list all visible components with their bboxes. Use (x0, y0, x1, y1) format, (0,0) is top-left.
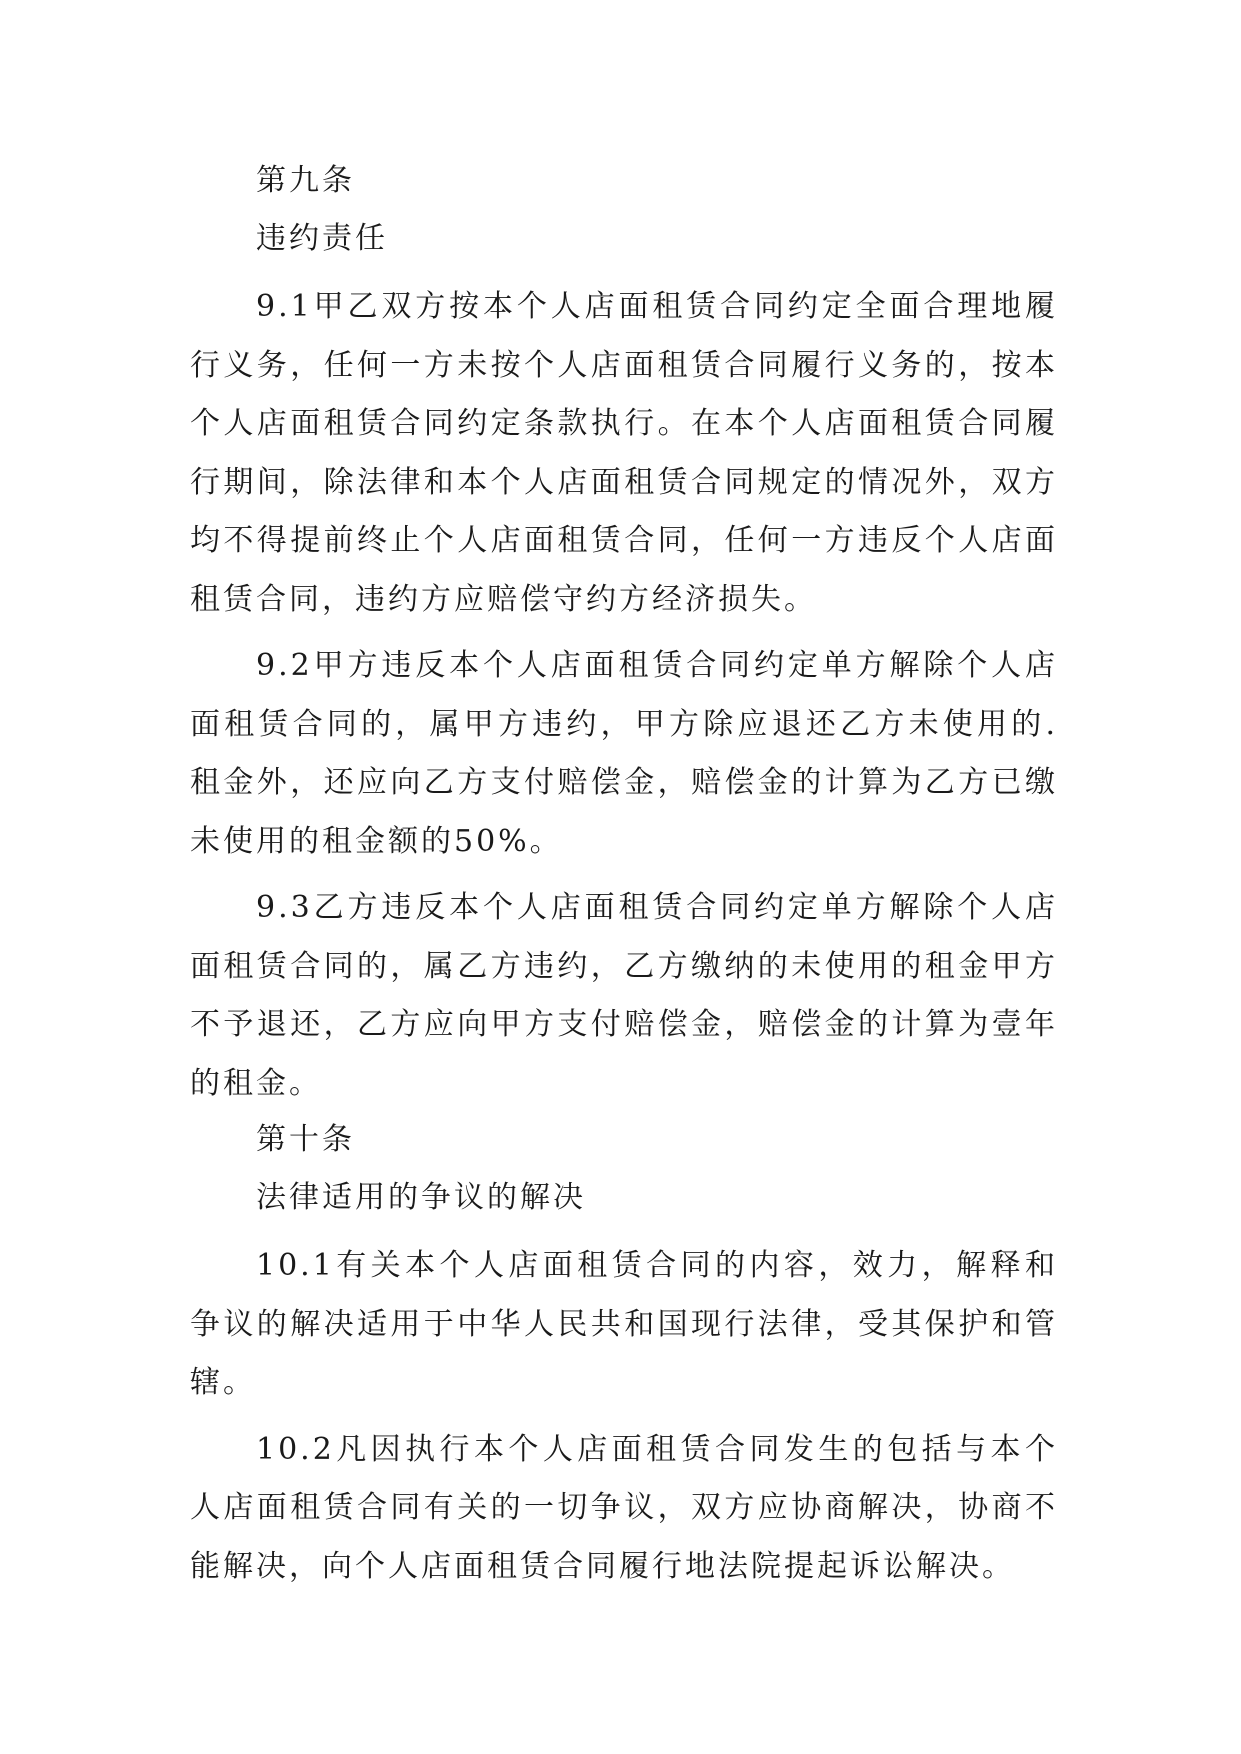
document-body (190, 162, 1058, 1604)
clause-9-2: 9.2甲方违反本个人店面租赁合同约定单方解除个人店面租赁合同的，属甲方违约，甲方除应退还乙方未使用的.租金外，还应向乙方支付赔偿金，赔偿金的计算为乙方已缴未使用的租金额的50%。 (190, 648, 1058, 859)
article-10-heading: 第十条 (256, 1122, 355, 1157)
clause-9-1: 9.1甲乙双方按本个人店面租赁合同约定全面合理地履行义务，任何一方未按个人店面租赁合同履行义务的，按本个人店面租赁合同约定条款执行。在本个人店面租赁合同履行期间，除法律和本个人店面租赁合同规定的情况外，双方均不得提前终止个人店面租赁合同，任何一方违反个人店面租赁合同，违约方应赔偿守约方经济损失。 (190, 289, 1058, 617)
article-9-heading: 第九条 (256, 163, 355, 198)
article-10-title: 法律适用的争议的解决 (256, 1180, 586, 1215)
clause-10-2: 10.2凡因执行本个人店面租赁合同发生的包括与本个人店面租赁合同有关的一切争议，双方应协商解决，协商不能解决，向个人店面租赁合同履行地法院提起诉讼解决。 (190, 1431, 1058, 1584)
article-9-title: 违约责任 (256, 221, 388, 256)
clause-10-1: 10.1有关本个人店面租赁合同的内容，效力，解释和争议的解决适用于中华人民共和国现行法律，受其保护和管辖。 (190, 1248, 1058, 1400)
clause-9-3: 9.3乙方违反本个人店面租赁合同约定单方解除个人店面租赁合同的，属乙方违约，乙方缴纳的未使用的租金甲方不予退还，乙方应向甲方支付赔偿金，赔偿金的计算为壹年的租金。 (190, 890, 1058, 1101)
